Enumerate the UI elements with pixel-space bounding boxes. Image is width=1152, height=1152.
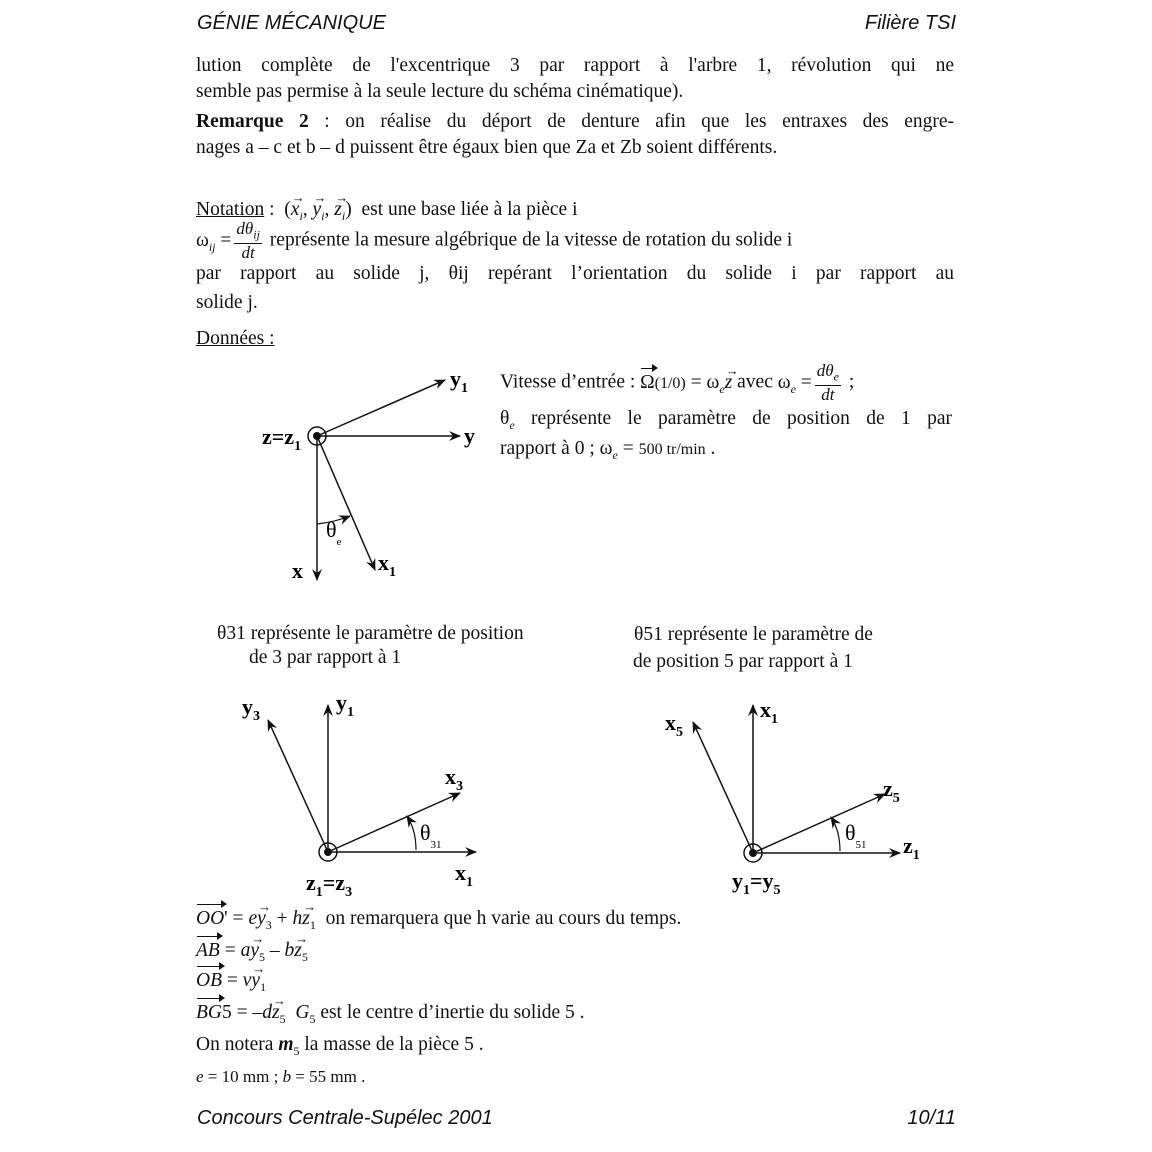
header-title: GÉNIE MÉCANIQUE: [197, 12, 386, 34]
theta51-arc: [831, 817, 840, 851]
notation-label: Notation: [196, 199, 265, 220]
intro-line-1: lution complète de l'excentrique 3 par rapport à l'arbre 1, révolution qui ne: [196, 55, 954, 76]
label-z5: $z_5$: [883, 776, 900, 806]
theta31-arc: [407, 816, 416, 850]
donnees-label: Données :: [196, 328, 275, 349]
input-speed-line: Vitesse d’entrée : $\Omega(1/0) = \omega_e\to z$ avec $\omega_e$ = $\frac{d\theta_e}{dt}$ ;: [500, 362, 854, 404]
label-x: x: [292, 558, 303, 583]
remark-label: Remarque 2: [196, 111, 309, 132]
label-y1: $y_1$: [450, 366, 468, 396]
base-formula: (→ $x_i$, → $y_i$, → $z_i$): [284, 199, 351, 220]
page-number: 10/11: [907, 1107, 956, 1129]
theta51-caption-2: de position 5 par rapport à 1: [633, 651, 853, 672]
equation-oo: $OO' = e\to y_3 + h\to z_1$ on remarquera que h varie au cours du temps.: [196, 906, 681, 938]
label-x1: $x_1$: [455, 860, 473, 890]
omega-vector-formula: $\Omega(1/0) = \omega_e\to z$: [640, 372, 732, 393]
omega-definition: $\omega_{ij}$ = $\frac{d\theta_{ij}}{dt}$ représente la mesure algébrique de la vitesse de rotation du solide i: [196, 219, 793, 263]
remark-line-2: nages a – c et b – d puissent être égaux bien que Za et Zb soient différents.: [196, 137, 778, 158]
header-filiere: Filière TSI: [864, 12, 956, 34]
axis-x1: [317, 436, 375, 570]
remark-line-1: Remarque 2 : on réalise du déport de denture afin que les entraxes des engre-: [196, 111, 954, 132]
label-origin-z: $z_1=z_3$: [306, 870, 353, 900]
theta31-caption-2: de 3 par rapport à 1: [249, 647, 402, 668]
label-x1: $x_1$: [760, 697, 778, 727]
e-value: 10 mm: [221, 1067, 270, 1086]
label-origin-y: $y_1=y_5$: [732, 868, 781, 898]
label-y: y: [464, 423, 475, 448]
frame-5-diagram: [655, 690, 935, 905]
intro-line-2: semble pas permise à la seule lecture du schéma cinématique).: [196, 81, 684, 102]
theta31-caption-1: θ31 représente le paramètre de position: [217, 623, 524, 644]
label-y1: $y_1$: [336, 690, 354, 720]
notation-line: Notation : (→ $x_i$, → $y_i$, → $z_i$) est une base liée à la pièce i: [196, 197, 578, 229]
frame-3-diagram: [230, 690, 500, 905]
label-z1: $z_1$: [903, 833, 920, 863]
dimensions-line: e = 10 mm ; b = 55 mm .: [196, 1067, 366, 1086]
label-z-z1: $z=z_1$: [262, 424, 302, 454]
theta-e-definition: $\theta_e$ représente le paramètre de position de 1 par: [500, 408, 953, 432]
omega-e-value: 500 tr/min: [638, 441, 706, 458]
label-x1: $x_1$: [378, 550, 396, 580]
label-theta31: $\theta_{31}$: [420, 820, 442, 851]
label-x5: $x_5$: [665, 710, 683, 740]
equation-ob: OB = $v\to y_1$: [196, 968, 266, 1000]
input-frame-diagram: [250, 360, 500, 590]
theta51-caption-1: θ51 représente le paramètre de: [634, 624, 873, 645]
equation-bg5: $BG5 = -d\to z_5$ $G_5$ est le centre d’inertie du solide 5 .: [196, 1000, 585, 1032]
notation-line-3: solide j.: [196, 292, 258, 313]
axis-y3: [268, 720, 328, 852]
axis-y1: [317, 380, 445, 436]
rapport-line: rapport à 0 ; $\omega_e = 500$ tr/min .: [500, 438, 716, 462]
label-y3: $y_3$: [242, 694, 260, 724]
label-theta-e: $\theta_e$: [326, 517, 342, 548]
label-x3: $x_3$: [445, 764, 463, 794]
b-value: 55 mm: [309, 1067, 357, 1086]
equation-ab: AB = $a\to y_5 - b\to z_5$: [196, 938, 308, 970]
footer-contest: Concours Centrale-Supélec 2001: [197, 1107, 493, 1129]
label-theta51: $\theta_{51}$: [845, 820, 867, 851]
mass-line: On notera $m_5$ la masse de la pièce 5 .: [196, 1034, 484, 1058]
notation-line-2: par rapport au solide j, θij repérant l’orientation du solide i par rapport au: [196, 263, 954, 284]
axis-x5: [693, 722, 753, 853]
